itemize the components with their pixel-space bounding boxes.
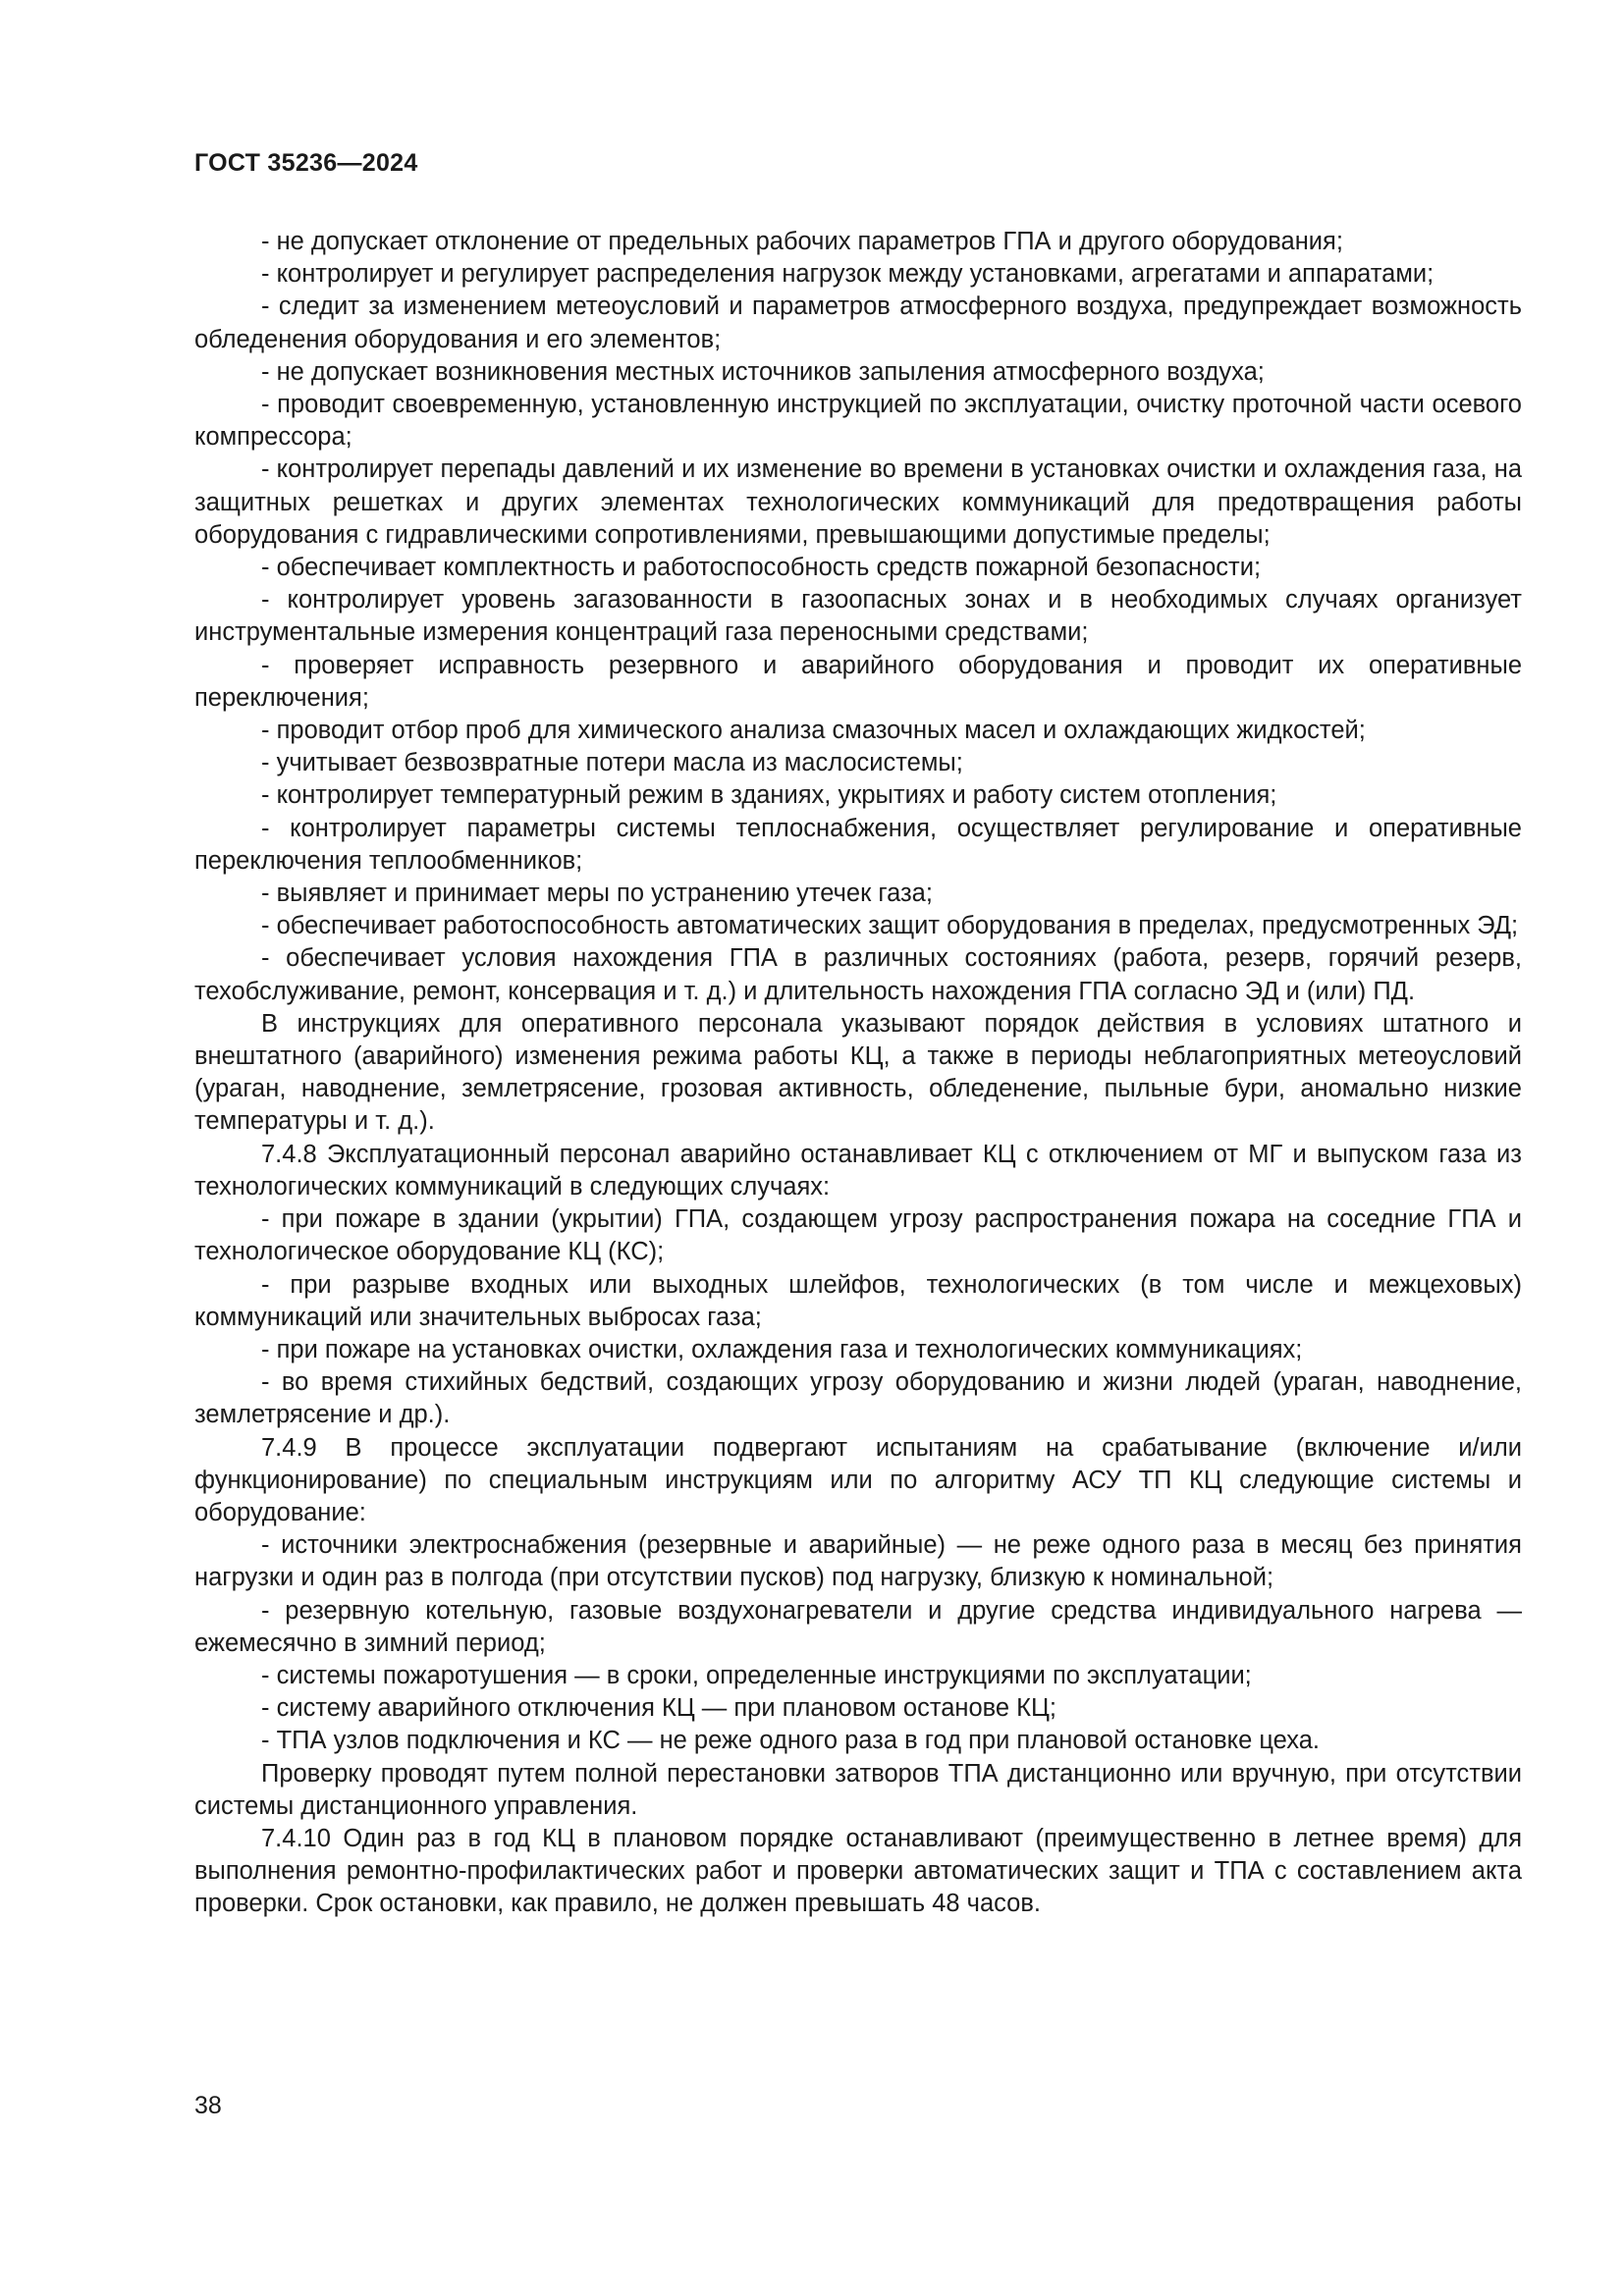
list-item: - ТПА узлов подключения и КС — не реже одного раза в год при плановой остановке цеха.: [261, 1727, 1321, 1755]
list-item: - при пожаре в здании (укрытии) ГПА, создающем угрозу распространения пожара на соседние ГПА и технологическое оборудование КЦ (КС);: [194, 1205, 1522, 1266]
list-item: - проводит своевременную, установленную инструкцией по эксплуатации, очистку проточной части осевого компрессора;: [194, 391, 1522, 452]
list-item: - при пожаре на установках очистки, охлаждения газа и технологических коммуникациях;: [261, 1335, 1303, 1363]
list-item: - во время стихийных бедствий, создающих угрозу оборудованию и жизни людей (ураган, наводнение, землетрясение и др.).: [194, 1368, 1522, 1429]
document-body: [194, 226, 1522, 1921]
page-number: 38: [194, 2092, 222, 2119]
list-item: - проводит отбор проб для химического анализа смазочных масел и охлаждающих жидкостей;: [261, 717, 1366, 745]
list-item: - контролирует и регулирует распределения нагрузок между установками, агрегатами и аппаратами;: [261, 260, 1435, 289]
list-item: - при разрыве входных или выходных шлейфов, технологических (в том числе и межцеховых) коммуникаций или значительных выбросах газа;: [194, 1270, 1522, 1331]
list-item: - резервную котельную, газовые воздухонагреватели и другие средства индивидуального нагрева — ежемесячно в зимний период;: [194, 1596, 1522, 1657]
list-item: - не допускает возникновения местных источников запыления атмосферного воздуха;: [261, 357, 1265, 386]
list-item: - проверяет исправность резервного и аварийного оборудования и проводит их оперативные переключения;: [194, 651, 1522, 712]
list-item: - контролирует температурный режим в зданиях, укрытиях и работу систем отопления;: [261, 781, 1277, 810]
list-item: - источники электроснабжения (резервные и аварийные) — не реже одного раза в месяц без принятия нагрузки и один раз в полгода (при отсутствии пусков) под нагрузку, близкую к номинальной;: [194, 1531, 1522, 1592]
list-item: - систему аварийного отключения КЦ — при плановом останове КЦ;: [261, 1694, 1056, 1723]
list-item: - контролирует перепады давлений и их изменение во времени в установках очистки и охлаждения газа, на защитных решетках и других элементах технологических коммуникаций для предотвращения работы оборудования с гидравлическими сопротивлениями, превышающими допустимые пределы;: [194, 455, 1522, 549]
list-item: - следит за изменением метеоусловий и параметров атмосферного воздуха, предупреждает возможность обледенения оборудования и его элементов;: [194, 293, 1522, 353]
paragraph: 7.4.10 Один раз в год КЦ в плановом порядке останавливают (преимущественно в летнее время) для выполнения ремонтно-профилактических работ и проверки автоматических защит и ТПА с составлением акта проверки. Срок остановки, как правило, не должен превышать 48 часов.: [194, 1824, 1522, 1918]
list-item: - контролирует параметры системы теплоснабжения, осуществляет регулирование и оперативные переключения теплообменников;: [194, 814, 1522, 875]
list-item: - обеспечивает условия нахождения ГПА в различных состояниях (работа, резерв, горячий резерв, техобслуживание, ремонт, консервация и т. д.) и длительность нахождения ГПА согласно ЭД и (или) ПД.: [194, 944, 1522, 1005]
list-item: - не допускает отклонение от предельных рабочих параметров ГПА и другого оборудования;: [261, 228, 1343, 255]
paragraph: 7.4.9 В процессе эксплуатации подвергают испытаниям на срабатывание (включение и/или функционирование) по специальным инструкциям или по алгоритму АСУ ТП КЦ следующие системы и оборудование:: [194, 1433, 1522, 1526]
document-code-header: ГОСТ 35236—2024: [194, 149, 418, 177]
paragraph: 7.4.8 Эксплуатационный персонал аварийно останавливает КЦ с отключением от МГ и выпуском газа из технологических коммуникаций в следующих случаях:: [194, 1140, 1522, 1201]
list-item: - учитывает безвозвратные потери масла из маслосистемы;: [261, 749, 963, 777]
list-item: - обеспечивает работоспособность автоматических защит оборудования в пределах, предусмотренных ЭД;: [261, 912, 1519, 940]
paragraph: В инструкциях для оперативного персонала указывают порядок действия в условиях штатного и внештатного (аварийного) изменения режима работы КЦ, а также в периоды неблагоприятных метеоусловий (ураган, наводнение, землетрясение, грозовая активность, обледенение, пыльные бури, аномально низкие температуры и т. д.).: [194, 1009, 1522, 1136]
list-item: - системы пожаротушения — в сроки, определенные инструкциями по эксплуатации;: [261, 1661, 1252, 1689]
paragraph: Проверку проводят путем полной перестановки затворов ТПА дистанционно или вручную, при отсутствии системы дистанционного управления.: [194, 1759, 1522, 1820]
list-item: - обеспечивает комплектность и работоспособность средств пожарной безопасности;: [261, 554, 1262, 582]
list-item: - контролирует уровень загазованности в газоопасных зонах и в необходимых случаях организует инструментальные измерения концентраций газа переносными средствами;: [194, 586, 1522, 647]
list-item: - выявляет и принимает меры по устранению утечек газа;: [261, 880, 933, 908]
